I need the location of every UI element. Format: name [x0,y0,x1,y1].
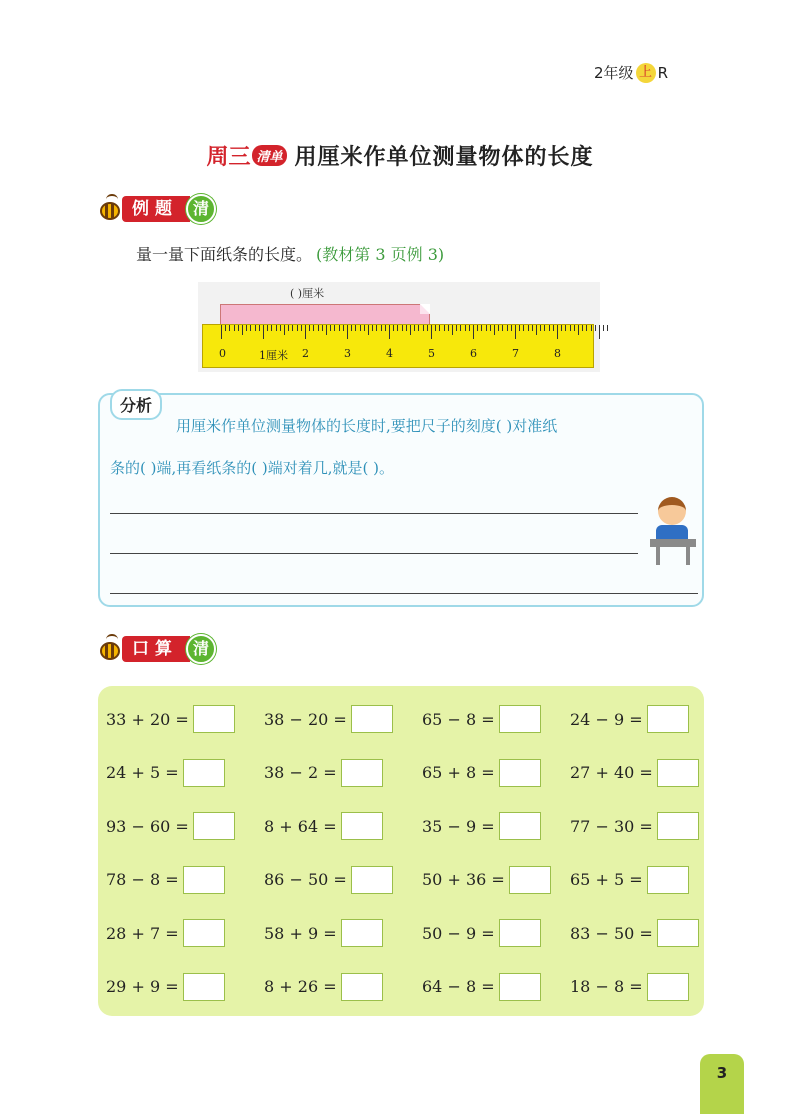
answer-box[interactable] [647,866,689,894]
math-problem [422,758,541,788]
ruler-tick [565,325,566,331]
ruler-tick [418,325,419,331]
math-problem [422,704,541,734]
math-expression: 65 + 5 = [570,870,643,889]
ruler-tick [536,325,537,335]
student-at-desk-illustration [650,495,696,565]
math-expression: 50 − 9 = [422,923,495,943]
math-expression: 38 − 20 = [264,709,347,729]
math-expression: 65 − 8 = [422,709,495,729]
ruler-tick [561,325,562,331]
ruler-tick [301,325,302,331]
answer-box[interactable] [193,812,235,840]
answer-box[interactable] [499,759,541,787]
answer-box[interactable] [499,812,541,840]
ruler-tick [255,325,256,331]
ruler-tick [292,325,293,331]
ruler-tick [532,325,533,331]
math-expression: 24 − 9 = [570,709,643,729]
title-text: 用厘米作单位测量物体的长度 [294,145,594,170]
ruler-tick [599,325,600,339]
ruler-tick [347,325,348,339]
math-expression: 93 − 60 = [106,816,189,836]
qing-badge: 清 [186,634,216,664]
ruler-tick [360,325,361,331]
ruler-tick [326,325,327,335]
analysis-line-2: 条的( )端,再看纸条的( )端对着几,就是( )。 [110,459,394,477]
answer-box[interactable] [499,705,541,733]
ruler-tick [473,325,474,339]
answer-box[interactable] [509,866,551,894]
ruler-tick [297,325,298,331]
answer-line [110,593,698,594]
math-problem [264,758,383,788]
math-problem [106,972,225,1002]
ruler-tick [452,325,453,335]
calc-section-header [96,634,216,664]
math-problem [422,865,551,895]
answer-box[interactable] [193,705,235,733]
ruler-tick [507,325,508,331]
ruler-tick [288,325,289,331]
ruler-tick [267,325,268,331]
ruler-tick [393,325,394,331]
ruler-tick [456,325,457,331]
math-problem [422,972,541,1002]
ruler-tick [591,325,592,331]
ruler-tick [280,325,281,331]
answer-box[interactable] [341,973,383,1001]
ruler-tick [313,325,314,331]
math-problem [570,865,689,895]
answer-box[interactable] [341,919,383,947]
ruler-tick [397,325,398,331]
answer-box[interactable] [183,866,225,894]
ruler-tick [511,325,512,331]
example-question [136,242,444,265]
ruler-tick [330,325,331,331]
answer-box[interactable] [657,812,699,840]
math-problem [422,918,541,948]
ruler-illustration [198,282,600,372]
answer-box[interactable] [183,759,225,787]
answer-box[interactable] [351,705,393,733]
ruler-tick [528,325,529,331]
math-problem [570,918,699,948]
ruler-tick [271,325,272,331]
ruler-tick [486,325,487,331]
grade-prefix: 2年级 [594,64,634,82]
math-expression: 50 + 36 = [422,870,505,889]
answer-box[interactable] [657,919,699,947]
ruler-tick [402,325,403,331]
ruler-tick [435,325,436,331]
grade-label [594,62,668,83]
answer-box[interactable] [183,919,225,947]
ruler-tick [276,325,277,331]
ruler-number: 5 [428,347,435,360]
grade-suffix: R [657,63,668,82]
math-expression: 77 − 30 = [570,816,653,836]
ruler-tick [553,325,554,331]
ruler-number: 3 [344,347,351,360]
math-problem [422,811,541,841]
ruler-tick [246,325,247,331]
ruler-tick [502,325,503,331]
ruler-tick [570,325,571,331]
ruler-tick [221,325,222,339]
ruler-tick [385,325,386,331]
ruler-tick [381,325,382,331]
ruler-tick [309,325,310,331]
answer-box[interactable] [499,919,541,947]
ruler-number: 2 [302,347,309,360]
answer-box[interactable] [657,759,699,787]
ruler-tick [586,325,587,331]
ruler-tick [444,325,445,331]
answer-line [110,553,638,554]
math-expression: 24 + 5 = [106,763,179,782]
math-problem [106,918,225,948]
ruler-number: 8 [554,347,561,360]
ruler-tick [343,325,344,331]
math-problem [264,865,393,895]
ruler-tick [339,325,340,331]
math-expression: 83 − 50 = [570,923,653,943]
answer-box[interactable] [341,812,383,840]
ruler-tick [607,325,608,331]
math-expression: 27 + 40 = [570,763,653,782]
ruler-tick [578,325,579,335]
math-problem [570,704,689,734]
ruler-number: 7 [512,347,519,360]
ruler-tick [372,325,373,331]
example-question-text: 量一量下面纸条的长度。 [136,245,313,264]
ruler-tick [406,325,407,331]
ruler-tick [448,325,449,331]
analysis-line-1: 用厘米作单位测量物体的长度时,要把尺子的刻度( )对准纸 [176,417,558,435]
ruler-tick [322,325,323,331]
ruler-tick [481,325,482,331]
paper-strip [220,304,430,326]
ruler-tick [364,325,365,331]
math-problem [264,811,383,841]
ruler-tick [376,325,377,331]
ruler-tick [460,325,461,331]
ruler-tick [582,325,583,331]
ruler-tick [540,325,541,331]
ruler-tick [603,325,604,331]
math-expression: 28 + 7 = [106,923,179,943]
math-expression: 29 + 9 = [106,977,179,996]
ruler-tick [549,325,550,331]
ruler-tick [477,325,478,331]
mental-math-grid [98,686,704,1016]
math-problem [570,811,699,841]
ruler-tick [234,325,235,331]
bee-icon [96,194,126,224]
answer-box[interactable] [341,759,383,787]
ruler-tick [523,325,524,331]
math-problem [264,918,383,948]
answer-box[interactable] [183,973,225,1001]
ruler-tick [242,325,243,335]
math-problem [264,972,383,1002]
math-expression: 38 − 2 = [264,763,337,782]
title-day: 周三 [206,145,251,170]
ruler-tick [423,325,424,331]
ruler-tick [351,325,352,331]
ruler-tick [263,325,264,339]
ruler-tick [305,325,306,339]
ruler-number: 6 [470,347,477,360]
ruler-tick [410,325,411,335]
ruler-tick [414,325,415,331]
ruler-tick [284,325,285,335]
math-problem [264,704,393,734]
ruler-tick [250,325,251,331]
math-expression: 8 + 26 = [264,977,337,996]
ruler-tick [389,325,390,339]
math-expression: 35 − 9 = [422,816,495,836]
calc-section-label: 口算 [122,636,190,662]
ruler-tick [427,325,428,331]
ruler-tick [490,325,491,331]
ruler-tick [439,325,440,331]
math-expression: 86 − 50 = [264,870,347,889]
math-expression: 58 + 9 = [264,923,337,943]
math-problem [570,758,699,788]
ruler-tick [544,325,545,331]
math-expression: 65 + 8 = [422,763,495,782]
answer-box[interactable] [499,973,541,1001]
ruler-tick [498,325,499,331]
ruler-tick [469,325,470,331]
page-title [0,140,800,171]
math-problem [106,865,225,895]
ruler-tick [557,325,558,339]
answer-box[interactable] [647,973,689,1001]
ruler-cm-label: 1厘米 [259,349,288,362]
ruler-tick [515,325,516,339]
bee-icon [96,634,126,664]
ruler-tick [238,325,239,331]
math-problem [570,972,689,1002]
grade-term-badge: 上 [636,63,656,83]
math-expression: 33 + 20 = [106,709,189,729]
ruler-number: 4 [386,347,393,360]
ruler-tick [519,325,520,331]
answer-box[interactable] [647,705,689,733]
ruler-tick [494,325,495,335]
ruler-tick [225,325,226,331]
ruler-tick [465,325,466,331]
math-expression: 18 − 8 = [570,977,643,996]
ruler-tick [595,325,596,331]
qing-badge: 清 [186,194,216,224]
ruler-tick [334,325,335,331]
answer-line [110,513,638,514]
ruler-number: 0 [219,347,226,360]
math-expression: 78 − 8 = [106,870,179,889]
ruler-tick [229,325,230,331]
analysis-tag: 分析 [110,389,162,420]
math-expression: 64 − 8 = [422,977,495,996]
ruler-tick [368,325,369,335]
example-section-label: 例题 [122,196,190,222]
math-expression: 8 + 64 = [264,816,337,836]
example-reference: (教材第 3 页例 3) [316,245,445,264]
ruler [202,324,594,368]
ruler-tick [431,325,432,339]
answer-box[interactable] [351,866,393,894]
ruler-tick [318,325,319,331]
math-problem [106,811,235,841]
math-problem [106,758,225,788]
page-number: 3 [700,1054,744,1114]
ruler-tick [259,325,260,331]
measure-answer-label: ( )厘米 [290,287,325,300]
ruler-tick [574,325,575,331]
math-problem [106,704,235,734]
ruler-tick [355,325,356,331]
title-badge: 清单 [252,145,286,166]
example-section-header [96,194,216,224]
analysis-box [98,393,704,607]
